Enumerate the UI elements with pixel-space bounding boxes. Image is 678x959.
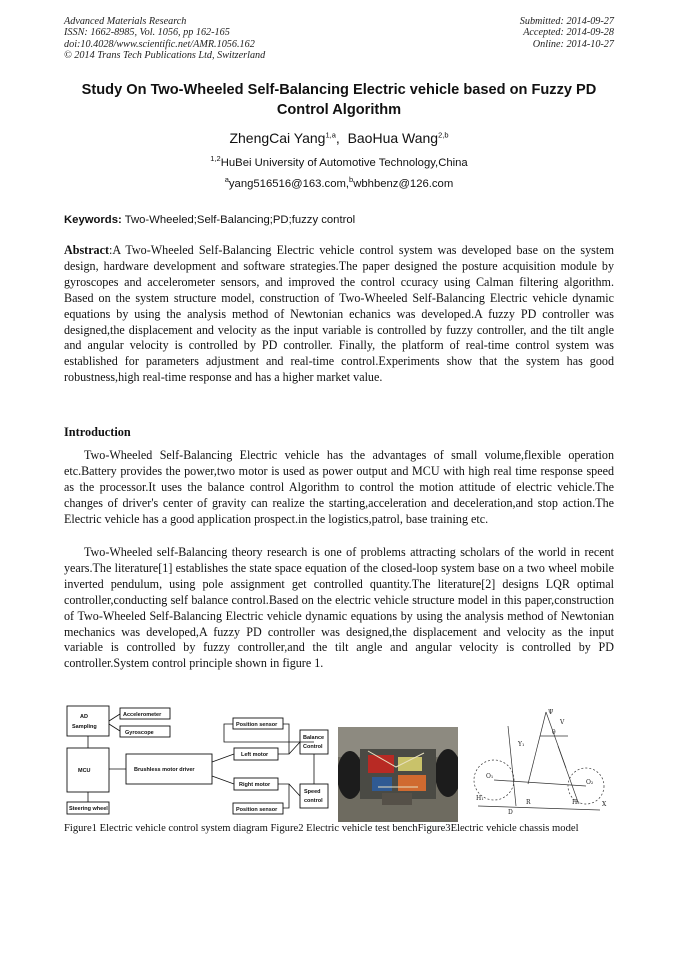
email-superscript: a: [224, 175, 229, 185]
diagram-block-right-motor: [234, 778, 278, 790]
author-separator: ,: [335, 130, 340, 146]
affiliation-text: HuBei University of Automotive Technology,China: [220, 157, 468, 169]
submitted-date: Submitted: 2014-09-27: [519, 16, 614, 27]
affiliation-superscript: 1,2: [210, 154, 221, 164]
diagram-label: AD: [80, 714, 88, 720]
diagram-label: Accelerometer: [123, 712, 162, 718]
diagram-block-left-motor: [234, 748, 278, 760]
online-date: Online: 2014-10-27: [532, 38, 614, 50]
figure-label: H₂: [572, 799, 580, 806]
journal-copyright: © 2014 Trans Tech Publications Ltd, Switzerland: [64, 50, 266, 62]
abstract: [64, 243, 614, 386]
journal-header-left: [64, 16, 265, 62]
keywords-text: Two-Wheeled;Self-Balancing;PD;fuzzy control: [124, 214, 356, 226]
figure3-chassis-model: [468, 706, 612, 822]
abstract-label: Abstract: [64, 243, 110, 257]
diagram-block-accelerometer: [120, 708, 170, 719]
email-link[interactable]: yang516516@163.com,: [228, 178, 350, 190]
diagram-label: Position sensor: [236, 807, 278, 813]
author-name: BaoHua Wang: [347, 130, 439, 146]
diagram-block-speed-control: [300, 784, 328, 808]
figure-label: H₁: [476, 795, 484, 802]
journal-doi[interactable]: doi:10.4028/www.scientific.net/AMR.1056.162: [64, 38, 255, 50]
diagram-block-mcu: [67, 748, 109, 792]
abstract-text: :A Two-Wheeled Self-Balancing Electric vehicle control system was developed base on the system design, hardware development and software strategies.The paper designed the posture acquisition module by gyroscopes and accelerometer sensors, and improved the control ccuracy using Calman filtering algorithm. Based on the system structure model, construction of Two-Wheeled Self-Balancing Electric vehicle dynamic equations by using the analysis method of Newtonian echanics was developed.A fuzzy PD controller was designed,the displacement and velocity as the input variable is controlled by fuzzy controller, and the tilt angle and angular velocity is controlled by PD controller. Finally, the platform of real-time control system was established for parameters adjustment and real-time control.Experiments show that the system has good robustness,high real-time response and has a higher market value.: [64, 243, 614, 385]
diagram-label: Left motor: [241, 752, 269, 758]
diagram-label: Control: [303, 744, 323, 750]
section-heading: Introduction: [64, 425, 131, 439]
author-emails: [0, 175, 678, 190]
figure2-test-bench-photo: [338, 727, 458, 822]
author-list: [0, 130, 678, 146]
diagram-label: Balance: [303, 735, 325, 741]
author-name: ZhengCai Yang: [229, 130, 326, 146]
author-superscript: 1,a: [325, 130, 336, 140]
figure-label: V: [560, 719, 565, 726]
journal-header-right: [520, 16, 614, 50]
diagram-label: Speed: [304, 789, 321, 795]
author-superscript: 2,b: [438, 130, 449, 140]
figure-label: Y₁: [518, 741, 525, 748]
diagram-block-brushless-driver: [126, 754, 212, 784]
diagram-label: Steering wheel: [69, 806, 108, 812]
figure-label: θ: [552, 729, 556, 736]
diagram-block-ad: [67, 706, 109, 736]
keywords: [64, 214, 624, 226]
diagram-block-gyroscope: [120, 726, 170, 737]
diagram-block-position-sensor: [233, 718, 283, 729]
figure1-caption: Figure1 Electric vehicle control system diagram: [64, 823, 268, 834]
figure-label: R: [526, 799, 531, 806]
diagram-label: MCU: [78, 768, 91, 774]
intro-paragraph: Two-Wheeled Self-Balancing Electric vehicle has the advantages of small volume,flexible operation etc.Battery provides the power,two motor is used as power output and MCU with high real time response speed as the processor.It uses the balance control Algorithm to control the motion attitude of electric vehicle.The changes of driver's center of gravity can realize the starting,acceleration and deceleration,and stop action.The Electric vehicle has a good application prospect.in the logistics,patrol, base training etc.: [64, 448, 614, 526]
figure-label: O₁: [486, 773, 494, 780]
figure-label: O₂: [586, 779, 594, 786]
keywords-label: Keywords:: [64, 214, 122, 226]
diagram-label: Sampling: [72, 724, 97, 730]
figure-label: D: [508, 809, 513, 816]
diagram-block-steering-wheel: [67, 802, 109, 814]
diagram-label: Right motor: [239, 782, 271, 788]
journal-issn: ISSN: 1662-8985, Vol. 1056, pp 162-165: [64, 27, 230, 39]
figure-captions: [64, 823, 614, 834]
figure1-block-diagram: [64, 704, 330, 820]
journal-name: Advanced Materials Research: [64, 16, 187, 27]
accepted-date: Accepted: 2014-09-28: [523, 27, 614, 39]
diagram-label: Brushless motor driver: [134, 767, 195, 773]
affiliation: [0, 154, 678, 169]
email-link[interactable]: wbhbenz@126.com: [353, 178, 454, 190]
diagram-label: Position sensor: [236, 722, 278, 728]
figure2-caption: Figure2 Electric vehicle test bench: [270, 823, 418, 834]
diagram-label: control: [304, 798, 323, 804]
figure-label: Ψ: [548, 709, 554, 716]
email-superscript: b: [349, 175, 354, 185]
diagram-label: Gyroscope: [125, 730, 154, 736]
intro-paragraph: Two-Wheeled self-Balancing theory research is one of problems attracting scholars of the world in recent years.The literature[1] establishes the state space equation of the closed-loop system base on a two wheel mobile inverted pendulum, using pole assignment get controlled quantity.The literature[2] designs LQR optimal controller,conducting self balance control.Based on the electric vehicle structure model in this paper,construction of Two-Wheeled Self-Balancing Electric vehicle dynamic equations by using the analysis method of Newtonian mechanics was developed,A fuzzy PD controller was designed,the displacement and velocity as the input variable is controlled by fuzzy controller,and the tilt angle and angular velocity is controlled by PD controller.System control principle shown in figure 1.: [64, 545, 614, 671]
figure3-caption: Figure3Electric vehicle chassis model: [417, 823, 579, 834]
figure-label: X: [602, 801, 607, 808]
diagram-block-position-sensor: [233, 803, 283, 814]
paper-title: Study On Two-Wheeled Self-Balancing Electric vehicle based on Fuzzy PD Control Algorithm: [81, 82, 597, 118]
